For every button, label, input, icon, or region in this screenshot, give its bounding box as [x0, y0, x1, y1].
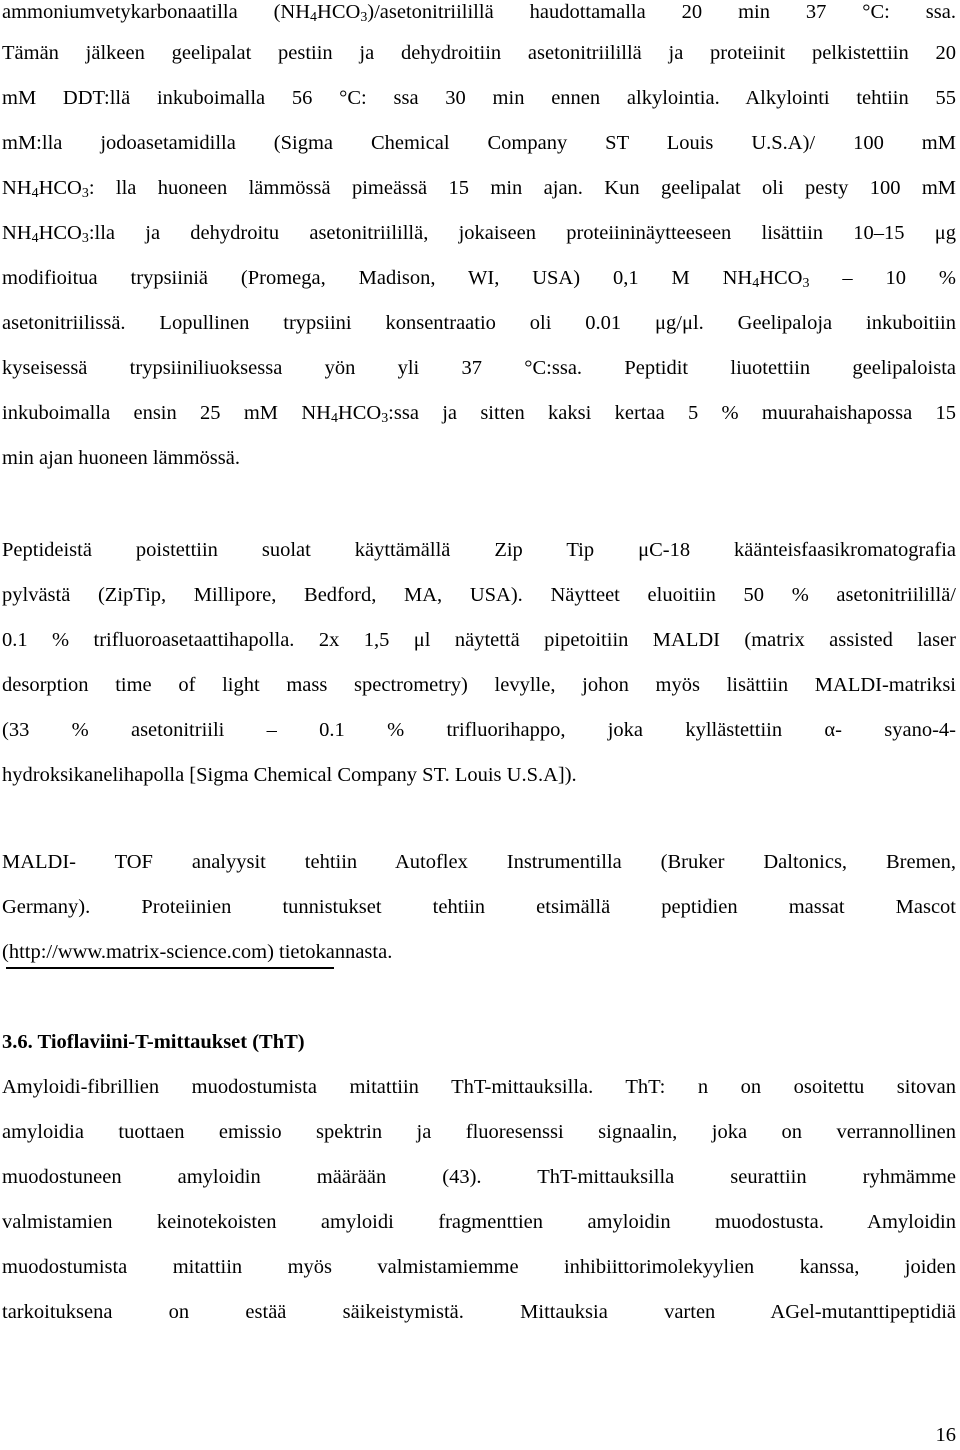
text-run: – 10 %: [809, 267, 957, 289]
text-line: [2, 443, 956, 473]
text-line: valmistamien keinotekoisten amyloidi fragmenttien amyloidin muodostusta. Amyloidin: [2, 1211, 956, 1233]
text-line: 0.1 % trifluoroasetaattihapolla. 2x 1,5 μl näytettä pipetoitiin MALDI (matrix assisted laser: [2, 629, 956, 651]
text-line: Germany). Proteiinien tunnistukset tehtiin etsimällä peptidien massat Mascot: [2, 896, 956, 918]
page-number: 16: [935, 1424, 956, 1446]
text-run: )/asetonitriilillä haudottamalla 20 min 37 °C: ssa.: [367, 1, 956, 23]
text-line: [2, 83, 956, 113]
text-run: min ajan huoneen lämmössä.: [2, 447, 240, 469]
subscript: 3: [360, 10, 368, 26]
text-line: [2, 173, 956, 203]
link-trailing-text: ) tietokannasta.: [267, 941, 393, 963]
text-line: muodostumista mitattiin myös valmistamiemme inhibiittorimolekyylien kanssa, joiden: [2, 1256, 956, 1278]
text-run: Tämän jälkeen geelipalat pestiin ja dehydroitiin asetonitriilillä ja proteiinit pelkistettiin 20: [2, 42, 956, 64]
text-run: HCO: [317, 1, 361, 23]
text-run: : lla huoneen lämmössä pimeässä 15 min ajan. Kun geelipalat oli pesty 100 mM: [88, 177, 956, 199]
text-line: hydroksikanelihapolla [Sigma Chemical Company ST. Louis U.S.A]).: [2, 764, 577, 786]
section-number: 3.6.: [2, 1031, 33, 1053]
text-run: HCO: [337, 402, 382, 424]
text-line: [2, 218, 956, 248]
text-run: HCO: [38, 222, 82, 244]
section-heading: [2, 1027, 956, 1057]
text-run: kyseisessä trypsiiniliuoksessa yön yli 37 °C:ssa. Peptidit liuotettiin geelipaloista: [2, 357, 956, 379]
text-line: MALDI- TOF analyysit tehtiin Autoflex Instrumentilla (Bruker Daltonics, Bremen,: [2, 851, 956, 873]
text-line: [2, 308, 956, 338]
text-run: :ssa ja sitten kaksi kertaa 5 % muurahaishapossa 15: [388, 402, 956, 424]
subscript: 3: [381, 411, 389, 427]
text-line: [2, 263, 956, 293]
text-line: [2, 353, 956, 383]
subscript: 3: [81, 186, 89, 202]
text-run: modifioitua trypsiiniä (Promega, Madison, WI, USA) 0,1 M NH: [2, 267, 753, 289]
mascot-url-link[interactable]: http://www.matrix-science.com: [8, 941, 268, 963]
text-line: muodostuneen amyloidin määrään (43). ThT-mittauksilla seurattiin ryhmämme: [2, 1166, 956, 1188]
database-reference-line: [2, 937, 956, 967]
text-line: [2, 0, 956, 27]
text-run: NH: [2, 222, 32, 244]
subscript: 4: [31, 186, 39, 202]
subscript: 4: [752, 276, 760, 292]
text-line: [2, 38, 956, 68]
text-run: :lla ja dehydroitu asetonitriilillä, jokaiseen proteiininäytteeseen lisättiin 10–15 μg: [88, 222, 956, 244]
subscript: 3: [81, 231, 89, 247]
link-open-paren: (: [2, 941, 9, 963]
text-line: tarkoituksena on estää säikeistymistä. Mittauksia varten AGel-mutanttipeptidiä: [2, 1301, 956, 1323]
subscript: 4: [31, 231, 39, 247]
text-line: Peptideistä poistettiin suolat käyttämällä Zip Tip μC-18 käänteisfaasikromatografia: [2, 539, 956, 561]
text-run: mM:lla jodoasetamidilla (Sigma Chemical Company ST Louis U.S.A)/ 100 mM: [2, 132, 956, 154]
text-line: (33 % asetonitriili – 0.1 % trifluorihappo, joka kyllästettiin α- syano-4-: [2, 719, 956, 741]
text-line: Amyloidi-fibrillien muodostumista mitattiin ThT-mittauksilla. ThT: n on osoitettu sitovan: [2, 1076, 956, 1098]
subscript: 3: [802, 276, 810, 292]
subscript: 4: [310, 10, 318, 26]
text-line: [2, 398, 956, 428]
text-run: mM DDT:llä inkuboimalla 56 °C: ssa 30 min ennen alkylointia. Alkylointi tehtiin 55: [2, 87, 956, 109]
text-run: NH: [2, 177, 32, 199]
text-run: HCO: [759, 267, 803, 289]
text-line: [2, 128, 956, 158]
text-run: HCO: [38, 177, 82, 199]
text-run: ammoniumvetykarbonaatilla (NH: [2, 1, 311, 23]
text-line: pylvästä (ZipTip, Millipore, Bedford, MA, USA). Näytteet eluoitiin 50 % asetonitriilillä/: [2, 584, 956, 606]
text-run: inkuboimalla ensin 25 mM NH: [2, 402, 331, 424]
link-underline: [6, 967, 334, 969]
subscript: 4: [330, 411, 338, 427]
section-title: Tioflaviini-T-mittaukset (ThT): [37, 1031, 305, 1053]
text-line: amyloidia tuottaen emissio spektrin ja fluoresenssi signaalin, joka on verrannollinen: [2, 1121, 956, 1143]
text-line: desorption time of light mass spectrometry) levylle, johon myös lisättiin MALDI-matriksi: [2, 674, 956, 696]
text-run: asetonitriilissä. Lopullinen trypsiini konsentraatio oli 0.01 μg/μl. Geelipaloja inkuboitiin: [2, 312, 956, 334]
